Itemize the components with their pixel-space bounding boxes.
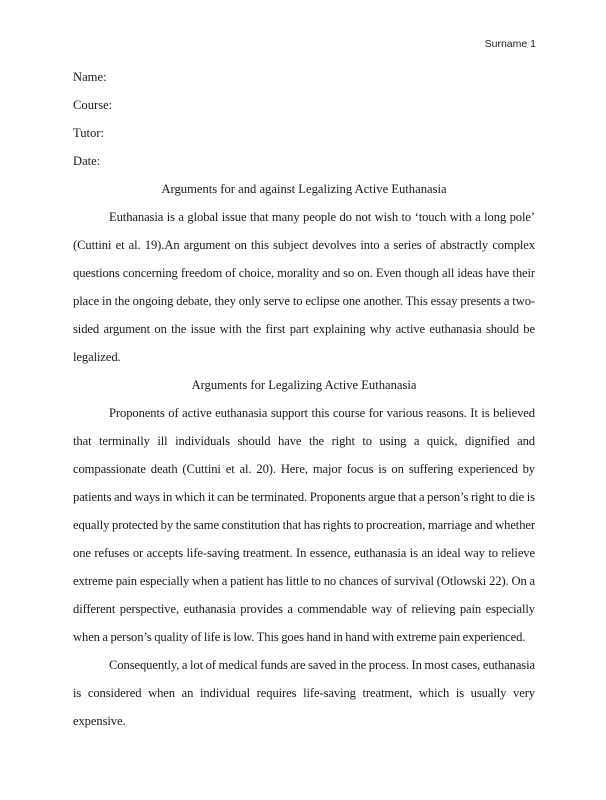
course-label: Course: bbox=[73, 98, 113, 112]
body-paragraph-1: Proponents of active euthanasia support this course for various reasons. It is believed that terminally ill individuals should have the right to using a quick, dignified and compassionate death (Cuttini et al. 20). Here, major focus is on suffering experienced by patients and ways in which it can be terminated. Proponents argue that a person’s right to die is equally protected by the same constitution that has rights to procreation, marriage and whether one refuses or accepts life-saving treatment. In essence, euthanasia is an ideal way to relieve extreme pain especially when a patient has little to no chances of survival (Otlowski 22). On a different perspective, euthanasia provides a commendable way of relieving pain especially when a person’s quality of life is low. This goes hand in hand with extreme pain experienced. bbox=[73, 406, 535, 644]
body-paragraph-2: Consequently, a lot of medical funds are saved in the process. In most cases, euthanasia is considered when an individual requires life-saving treatment, which is usually very expensive. bbox=[73, 658, 535, 728]
date-label: Date: bbox=[73, 154, 101, 168]
intro-paragraph: Euthanasia is a global issue that many people do not wish to ‘touch with a long pole’ (Cuttini et al. 19).An argument on this subject devolves into a series of abstractly complex questions concerning freedom of choice, morality and so on. Even though all ideas have their place in the ongoing debate, they only serve to eclipse one another. This essay presents a two-sided argument on the issue with the first part explaining why active euthanasia should be legalized. bbox=[73, 210, 535, 364]
essay-title: Arguments for and against Legalizing Active Euthanasia bbox=[161, 182, 447, 196]
document-body bbox=[73, 63, 535, 735]
tutor-label: Tutor: bbox=[73, 126, 105, 140]
section-heading: Arguments for Legalizing Active Euthanasia bbox=[191, 378, 417, 392]
name-label: Name: bbox=[73, 70, 107, 84]
running-head: Surname 1 bbox=[484, 38, 536, 50]
